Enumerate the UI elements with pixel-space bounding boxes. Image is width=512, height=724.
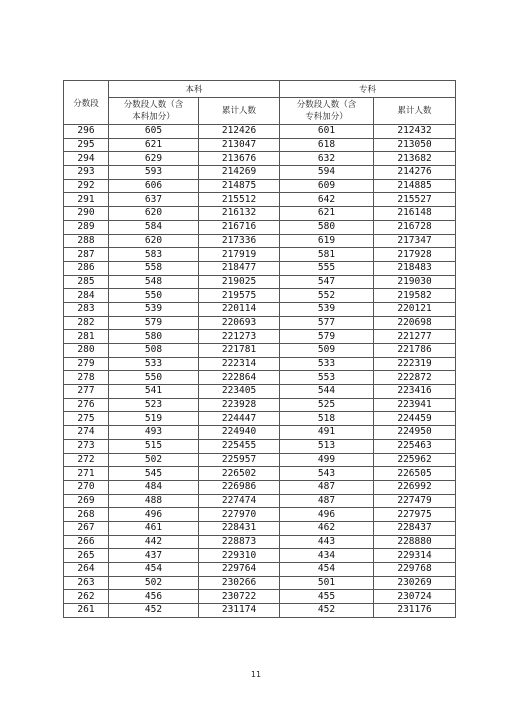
cell-score: 277 — [64, 385, 109, 399]
cell-junior-cumulative: 230269 — [374, 576, 456, 590]
cell-undergrad-cumulative: 216132 — [199, 207, 280, 221]
cell-undergrad-count: 493 — [109, 426, 199, 440]
cell-undergrad-count: 452 — [109, 604, 199, 618]
cell-junior-cumulative: 225463 — [374, 439, 456, 453]
table-row — [64, 248, 456, 262]
cell-undergrad-cumulative: 231174 — [199, 604, 280, 618]
cell-junior-cumulative: 223416 — [374, 385, 456, 399]
cell-undergrad-count: 584 — [109, 220, 199, 234]
cell-score: 284 — [64, 289, 109, 303]
cell-score: 287 — [64, 248, 109, 262]
table-row — [64, 289, 456, 303]
cell-junior-count: 452 — [280, 604, 374, 618]
cell-junior-count: 632 — [280, 152, 374, 166]
header-undergrad-count-text: 分数段人数（含本科加分） — [123, 100, 184, 122]
cell-score: 295 — [64, 138, 109, 152]
cell-undergrad-cumulative: 225455 — [199, 439, 280, 453]
table-row — [64, 152, 456, 166]
cell-undergrad-cumulative: 216716 — [199, 220, 280, 234]
cell-undergrad-cumulative: 229764 — [199, 563, 280, 577]
table-row — [64, 179, 456, 193]
cell-undergrad-count: 558 — [109, 261, 199, 275]
header-junior: 专科 — [280, 81, 456, 98]
table-row — [64, 604, 456, 618]
cell-junior-count: 642 — [280, 193, 374, 207]
cell-undergrad-cumulative: 221273 — [199, 330, 280, 344]
cell-undergrad-cumulative: 215512 — [199, 193, 280, 207]
cell-junior-cumulative: 219582 — [374, 289, 456, 303]
table-row — [64, 521, 456, 535]
cell-junior-count: 455 — [280, 590, 374, 604]
cell-score: 266 — [64, 535, 109, 549]
cell-undergrad-cumulative: 219575 — [199, 289, 280, 303]
cell-junior-cumulative: 227479 — [374, 494, 456, 508]
table-row — [64, 535, 456, 549]
cell-undergrad-count: 583 — [109, 248, 199, 262]
cell-junior-count: 594 — [280, 166, 374, 180]
cell-score: 290 — [64, 207, 109, 221]
table-row — [64, 316, 456, 330]
cell-score: 268 — [64, 508, 109, 522]
table-row — [64, 467, 456, 481]
cell-junior-cumulative: 216728 — [374, 220, 456, 234]
cell-undergrad-count: 523 — [109, 398, 199, 412]
cell-junior-count: 518 — [280, 412, 374, 426]
cell-junior-count: 499 — [280, 453, 374, 467]
cell-junior-count: 579 — [280, 330, 374, 344]
table-row — [64, 371, 456, 385]
cell-undergrad-cumulative: 214269 — [199, 166, 280, 180]
cell-score: 273 — [64, 439, 109, 453]
cell-junior-count: 619 — [280, 234, 374, 248]
cell-junior-count: 496 — [280, 508, 374, 522]
cell-junior-count: 533 — [280, 357, 374, 371]
cell-junior-count: 580 — [280, 220, 374, 234]
cell-junior-count: 454 — [280, 563, 374, 577]
cell-junior-count: 509 — [280, 344, 374, 358]
cell-undergrad-cumulative: 228431 — [199, 521, 280, 535]
table-row — [64, 261, 456, 275]
cell-junior-count: 539 — [280, 302, 374, 316]
page-number: 11 — [250, 670, 262, 679]
cell-junior-cumulative: 220121 — [374, 302, 456, 316]
cell-junior-count: 601 — [280, 125, 374, 139]
cell-junior-count: 525 — [280, 398, 374, 412]
header-junior-count — [280, 98, 374, 125]
header-undergrad-cumulative: 累计人数 — [199, 98, 280, 125]
cell-score: 269 — [64, 494, 109, 508]
cell-junior-cumulative: 219030 — [374, 275, 456, 289]
cell-score: 291 — [64, 193, 109, 207]
cell-junior-cumulative: 231176 — [374, 604, 456, 618]
header-junior-cumulative: 累计人数 — [374, 98, 456, 125]
cell-score: 271 — [64, 467, 109, 481]
cell-junior-cumulative: 224459 — [374, 412, 456, 426]
table-row — [64, 398, 456, 412]
table-row — [64, 357, 456, 371]
cell-score: 282 — [64, 316, 109, 330]
cell-undergrad-count: 637 — [109, 193, 199, 207]
cell-score: 288 — [64, 234, 109, 248]
cell-junior-cumulative: 224950 — [374, 426, 456, 440]
cell-undergrad-cumulative: 226986 — [199, 480, 280, 494]
cell-score: 280 — [64, 344, 109, 358]
cell-junior-cumulative: 230724 — [374, 590, 456, 604]
score-distribution-table — [63, 80, 456, 618]
cell-junior-count: 462 — [280, 521, 374, 535]
header-junior-count-text: 分数段人数（含专科加分） — [296, 100, 357, 122]
table-row — [64, 344, 456, 358]
cell-junior-cumulative: 214276 — [374, 166, 456, 180]
cell-undergrad-count: 605 — [109, 125, 199, 139]
cell-undergrad-count: 454 — [109, 563, 199, 577]
cell-undergrad-count: 515 — [109, 439, 199, 453]
cell-junior-cumulative: 221786 — [374, 344, 456, 358]
table-row — [64, 494, 456, 508]
cell-score: 261 — [64, 604, 109, 618]
cell-undergrad-cumulative: 220693 — [199, 316, 280, 330]
cell-junior-cumulative: 213050 — [374, 138, 456, 152]
table-row — [64, 385, 456, 399]
cell-undergrad-count: 541 — [109, 385, 199, 399]
cell-undergrad-count: 545 — [109, 467, 199, 481]
cell-score: 293 — [64, 166, 109, 180]
table-row — [64, 439, 456, 453]
cell-junior-cumulative: 223941 — [374, 398, 456, 412]
cell-junior-cumulative: 212432 — [374, 125, 456, 139]
cell-score: 281 — [64, 330, 109, 344]
cell-undergrad-count: 488 — [109, 494, 199, 508]
cell-undergrad-cumulative: 213047 — [199, 138, 280, 152]
cell-undergrad-cumulative: 222864 — [199, 371, 280, 385]
table-row — [64, 576, 456, 590]
cell-undergrad-count: 508 — [109, 344, 199, 358]
cell-undergrad-cumulative: 218477 — [199, 261, 280, 275]
cell-junior-count: 487 — [280, 480, 374, 494]
cell-undergrad-count: 456 — [109, 590, 199, 604]
cell-undergrad-count: 550 — [109, 371, 199, 385]
cell-undergrad-count: 606 — [109, 179, 199, 193]
cell-undergrad-cumulative: 217919 — [199, 248, 280, 262]
cell-undergrad-cumulative: 229310 — [199, 549, 280, 563]
table-row — [64, 302, 456, 316]
cell-undergrad-count: 484 — [109, 480, 199, 494]
cell-score: 292 — [64, 179, 109, 193]
cell-undergrad-cumulative: 224940 — [199, 426, 280, 440]
cell-junior-cumulative: 214885 — [374, 179, 456, 193]
cell-score: 275 — [64, 412, 109, 426]
cell-undergrad-cumulative: 224447 — [199, 412, 280, 426]
table-row — [64, 549, 456, 563]
table-body — [64, 125, 456, 618]
cell-undergrad-count: 579 — [109, 316, 199, 330]
cell-junior-cumulative: 217347 — [374, 234, 456, 248]
cell-junior-cumulative: 226992 — [374, 480, 456, 494]
cell-undergrad-cumulative: 221781 — [199, 344, 280, 358]
table-row — [64, 166, 456, 180]
table-row — [64, 480, 456, 494]
cell-undergrad-cumulative: 225957 — [199, 453, 280, 467]
table-row — [64, 590, 456, 604]
cell-undergrad-count: 593 — [109, 166, 199, 180]
cell-junior-cumulative: 228437 — [374, 521, 456, 535]
table-row — [64, 193, 456, 207]
header-undergrad: 本科 — [109, 81, 280, 98]
cell-undergrad-count: 533 — [109, 357, 199, 371]
cell-score: 263 — [64, 576, 109, 590]
cell-undergrad-count: 620 — [109, 207, 199, 221]
cell-score: 286 — [64, 261, 109, 275]
table-row — [64, 412, 456, 426]
cell-score: 296 — [64, 125, 109, 139]
cell-junior-count: 552 — [280, 289, 374, 303]
cell-undergrad-cumulative: 230266 — [199, 576, 280, 590]
cell-undergrad-cumulative: 230722 — [199, 590, 280, 604]
cell-junior-cumulative: 226505 — [374, 467, 456, 481]
table-header — [64, 81, 456, 125]
cell-undergrad-cumulative: 217336 — [199, 234, 280, 248]
cell-junior-count: 434 — [280, 549, 374, 563]
cell-junior-cumulative: 213682 — [374, 152, 456, 166]
cell-score: 265 — [64, 549, 109, 563]
cell-undergrad-count: 548 — [109, 275, 199, 289]
cell-junior-cumulative: 221277 — [374, 330, 456, 344]
cell-junior-count: 555 — [280, 261, 374, 275]
cell-score: 279 — [64, 357, 109, 371]
cell-undergrad-cumulative: 223405 — [199, 385, 280, 399]
table-row — [64, 563, 456, 577]
cell-junior-cumulative: 222319 — [374, 357, 456, 371]
cell-junior-cumulative: 218483 — [374, 261, 456, 275]
table-row — [64, 220, 456, 234]
cell-junior-count: 621 — [280, 207, 374, 221]
cell-undergrad-cumulative: 212426 — [199, 125, 280, 139]
cell-score: 270 — [64, 480, 109, 494]
cell-junior-count: 581 — [280, 248, 374, 262]
table-row — [64, 138, 456, 152]
cell-undergrad-count: 437 — [109, 549, 199, 563]
cell-score: 262 — [64, 590, 109, 604]
table-row — [64, 275, 456, 289]
cell-score: 294 — [64, 152, 109, 166]
cell-undergrad-count: 539 — [109, 302, 199, 316]
cell-undergrad-count: 496 — [109, 508, 199, 522]
table-row — [64, 125, 456, 139]
cell-score: 276 — [64, 398, 109, 412]
cell-undergrad-cumulative: 219025 — [199, 275, 280, 289]
header-undergrad-count — [109, 98, 199, 125]
cell-undergrad-cumulative: 223928 — [199, 398, 280, 412]
cell-junior-cumulative: 228880 — [374, 535, 456, 549]
cell-junior-cumulative: 222872 — [374, 371, 456, 385]
cell-score: 283 — [64, 302, 109, 316]
cell-junior-count: 609 — [280, 179, 374, 193]
cell-junior-cumulative: 215527 — [374, 193, 456, 207]
cell-undergrad-cumulative: 227474 — [199, 494, 280, 508]
cell-junior-cumulative: 216148 — [374, 207, 456, 221]
cell-undergrad-cumulative: 214875 — [199, 179, 280, 193]
table-row — [64, 453, 456, 467]
cell-undergrad-count: 442 — [109, 535, 199, 549]
cell-undergrad-count: 621 — [109, 138, 199, 152]
cell-undergrad-count: 519 — [109, 412, 199, 426]
table-row — [64, 207, 456, 221]
cell-junior-count: 513 — [280, 439, 374, 453]
cell-score: 289 — [64, 220, 109, 234]
cell-junior-cumulative: 217928 — [374, 248, 456, 262]
cell-junior-cumulative: 220698 — [374, 316, 456, 330]
cell-junior-count: 487 — [280, 494, 374, 508]
cell-junior-count: 553 — [280, 371, 374, 385]
cell-junior-count: 543 — [280, 467, 374, 481]
cell-junior-cumulative: 227975 — [374, 508, 456, 522]
cell-junior-cumulative: 229314 — [374, 549, 456, 563]
cell-score: 264 — [64, 563, 109, 577]
header-score-band: 分数段 — [64, 81, 109, 125]
table-row — [64, 330, 456, 344]
cell-junior-count: 443 — [280, 535, 374, 549]
cell-junior-count: 577 — [280, 316, 374, 330]
cell-undergrad-cumulative: 227970 — [199, 508, 280, 522]
cell-junior-count: 547 — [280, 275, 374, 289]
cell-junior-cumulative: 229768 — [374, 563, 456, 577]
cell-junior-count: 544 — [280, 385, 374, 399]
cell-score: 278 — [64, 371, 109, 385]
table-row — [64, 426, 456, 440]
cell-undergrad-count: 550 — [109, 289, 199, 303]
cell-score: 285 — [64, 275, 109, 289]
cell-undergrad-cumulative: 213676 — [199, 152, 280, 166]
cell-undergrad-count: 502 — [109, 576, 199, 590]
cell-undergrad-count: 629 — [109, 152, 199, 166]
table-row — [64, 508, 456, 522]
cell-junior-count: 618 — [280, 138, 374, 152]
cell-score: 274 — [64, 426, 109, 440]
cell-undergrad-count: 502 — [109, 453, 199, 467]
cell-undergrad-cumulative: 228873 — [199, 535, 280, 549]
cell-undergrad-cumulative: 220114 — [199, 302, 280, 316]
cell-junior-count: 501 — [280, 576, 374, 590]
cell-undergrad-count: 580 — [109, 330, 199, 344]
cell-score: 272 — [64, 453, 109, 467]
cell-score: 267 — [64, 521, 109, 535]
cell-undergrad-cumulative: 226502 — [199, 467, 280, 481]
cell-undergrad-count: 461 — [109, 521, 199, 535]
cell-undergrad-count: 620 — [109, 234, 199, 248]
table-row — [64, 234, 456, 248]
cell-undergrad-cumulative: 222314 — [199, 357, 280, 371]
cell-junior-count: 491 — [280, 426, 374, 440]
cell-junior-cumulative: 225962 — [374, 453, 456, 467]
